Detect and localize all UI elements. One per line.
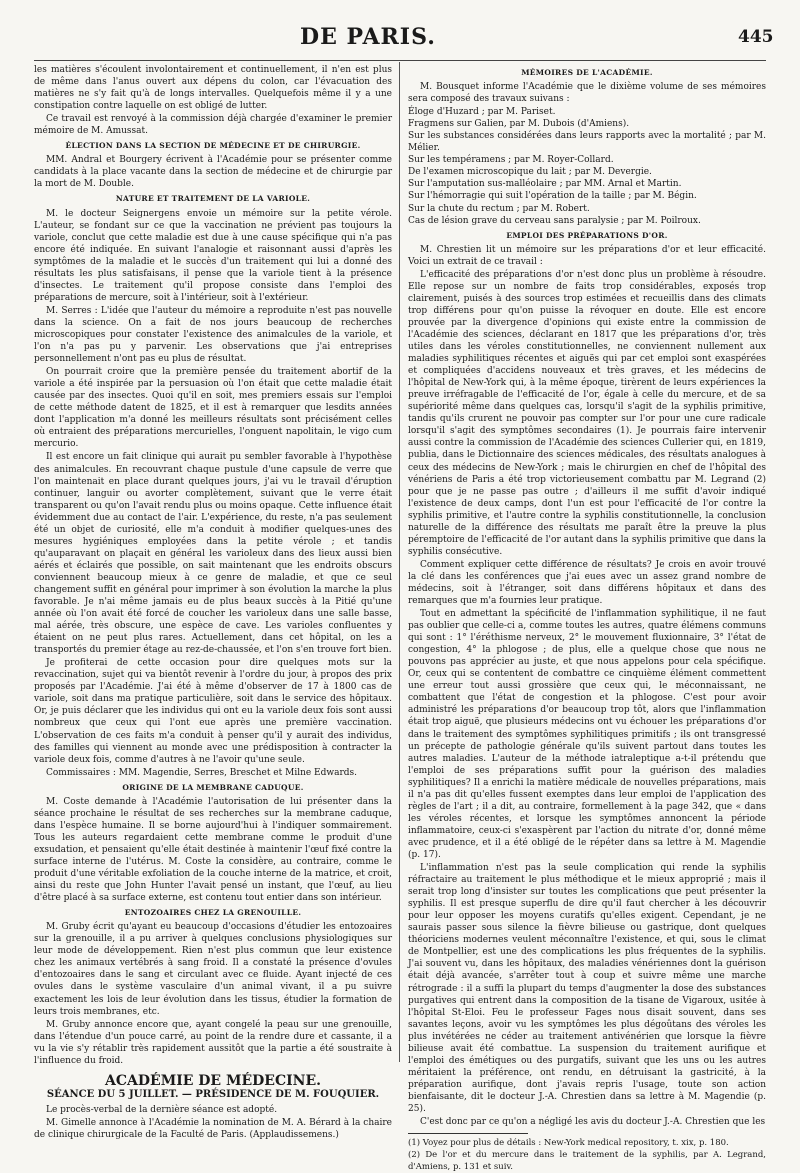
paragraph: M. Gruby annonce encore que, ayant congelé la peau sur une grenouille, dans l'étendue d'un pouce carré, au point de la rendre dure et cassante, il a vu la vie s'y rétablir très rapidement aussitôt que la partie a été soustraite à l'influence du froid. [34,1019,392,1066]
section-heading: ÉLECTION DANS LA SECTION DE MÉDECINE ET DE CHIRURGIE. [65,141,361,151]
section-heading: EMPLOI DES PRÉPARATIONS D'OR. [506,230,668,240]
running-header: DE PARIS. [300,24,436,50]
memoire-item: Sur l'amputation sus-malléolaire ; par MM. Arnal et Martin. [408,179,682,190]
paragraph: On pourrait croire que la première pensée du traitement abortif de la variole a été inspirée par la persuasion où l'on était que cette maladie était causée par des insectes. Quoi qu'il en soit, mes premiers essais sur l'emploi de cette méthode datent de 1825, et il est à remarquer que lesdits années dont l'application m'a donné les meilleurs résultats sont précisément celles où entraient des préparations mercurielles, l'onguent napolitain, le vigo cum mercurio. [34,367,392,450]
paragraph: M. Chrestien lit un mémoire sur les préparations d'or et leur efficacité. Voici un extrait de ce travail : [408,244,766,267]
session-heading: SÉANCE DU 5 JUILLET. — PRÉSIDENCE DE M. FOUQUIER. [46,1088,380,1100]
paragraph: M. Serres : L'idée que l'auteur du mémoire a reproduite n'est pas nouvelle dans la science. On a fait de nos jours beaucoup de recherches microscopiques pour constater l'existence des animalcules de la variole, et l'on n'a pas pu y parvenir. Les observations que j'ai entreprises personnellement n'ont pas eu plus de résultat. [34,305,392,365]
academy-heading: ACADÉMIE DE MÉDECINE. [105,1072,321,1089]
memoire-item: Sur les substances considérées dans leurs rapports avec la mortalité ; par M. Mélier. [408,131,766,154]
memoire-item: De l'examen microscopique du lait ; par M. Devergie. [408,167,652,178]
paragraph: Tout en admettant la spécificité de l'inflammation syphilitique, il ne faut pas oublier que celle-ci a, comme toutes les autres, quatre élémens communs qui sont : 1° l'éréthisme nerveux, 2° le mouvement fluxionnaire, 3° l'état de congestion, 4° la phlogose ; de plus, elle a quelque chose que nous ne pouvons pas apprécier au juste, et que nous appelons pour cela spécifique. Or, ceux qui se contentent de combattre ce cinquième élément commettent une erreur tout aussi grossière que ceux qui, le méconnaissant, ne combattent que l'état de congestion et la phlogose. C'est pour avoir administré les préparations d'or beaucoup trop tôt, alors que l'inflammation était trop aiguë, que plusieurs médecins ont vu échouer les préparations d'or dans le traitement des symptômes syphilitiques primitifs ; ils ont transgressé un précepte de pathologie générale qu'ils suivent partout dans toutes les autres maladies. L'auteur de la méthode iatraleptique a-t-il prétendu que l'emploi de ses préparations suffit pour la guérison des maladies syphilitiques? Il a enrichi la matière médicale de nouvelles préparations, mais il n'a pas dit qu'elles fussent exemptes dans leur emploi de l'application des règles de l'art ; il a dit, au contraire, formellement à la page 342, que « dans les véroles récentes, et lorsque les symptômes annoncent la période inflammatoire, ceux-ci s'exaspèrent par l'action du nitrate d'or, donné même avec prudence, et il a été obligé de le répéter dans sa lettre à M. Magendie (p. 17). [408,609,766,860]
paragraph: L'efficacité des préparations d'or n'est donc plus un problème à résoudre. Elle repose sur un nombre de faits trop considérables, exposés trop clairement, puisés à des sources trop estimées et recueillis dans des climats trop différens pour qu'on puisse la révoquer en doute. Elle est encore prouvée par la divergence d'opinions qui existe entre la commission de l'Académie des sciences, déclarant en 1817 que les préparations d'or, très utiles dans les véroles constitutionnelles, ne conviennent nullement aux maladies syphilitiques récentes et aiguës qui par cet emploi sont exaspérées et compliquées d'accidens nouveaux et très graves, et les médecins de l'hôpital de New-York qui, à la même époque, tirèrent de leurs expériences la preuve irréfragable de l'efficacité de l'or, égale à celle du mercure, et de sa supériorité même dans quelques cas, lorsqu'il s'agit de la syphilis primitive, tandis qu'ils crurent ne pouvoir pas compter sur l'or pour une cure radicale lorsqu'il s'agit des symptômes secondaires (1). Je pourrais faire intervenir aussi contre la commission de l'Académie des sciences Cullerier qui, en 1819, publia, dans le Dictionnaire des sciences médicales, des résultats analogues à ceux des médecins de New-York ; mais le chirurgien en chef de l'hôpital des vénériens de Paris a été trop victorieusement combattu par M. Legrand (2) pour que je ne passe pas outre ; d'ailleurs il me suffit d'avoir indiqué l'existence de deux camps, dont l'un est pour l'efficacité de l'or contre la syphilis primitive, et l'autre contre la syphilis constitutionnelle, la conclusion naturelle de la différence des résultats me paraît être la preuve la plus péremptoire de l'efficacité de l'or autant dans la syphilis primitive que dans la syphilis consécutive. [408,269,766,557]
footnote: (2) De l'or et du mercure dans le traitement de la syphilis, par A. Legrand, d'Amiens, p. 131 et suiv. [408,1150,766,1173]
paragraph: Ce travail est renvoyé à la commission déjà chargée d'examiner le premier mémoire de M. Amussat. [34,114,392,137]
footnote: (1) Voyez pour plus de détails : New-York medical repository, t. xix, p. 180. [408,1138,729,1149]
memoire-item: Fragmens sur Galien, par M. Dubois (d'Amiens). [408,119,630,130]
section-heading: MÉMOIRES DE L'ACADÉMIE. [521,68,653,77]
paragraph: M. le docteur Seignergens envoie un mémoire sur la petite vérole. L'auteur, se fondant sur ce que la vaccination ne prévient pas toujours la variole, conclut que cette maladie est due à une cause spécifique qui n'a pas encore été indiquée. En suivant l'analogie et raisonnant aussi d'après les symptômes de la maladie et le succès d'un traitement qui lui a donné des résultats les plus satisfaisans, il pense que la variole tient à la présence d'insectes. Le traitement qu'il propose consiste dans l'emploi des préparations de mercure, soit à l'intérieur, soit à l'extérieur. [34,208,392,303]
header-rule [34,60,766,61]
paragraph: C'est donc par ce qu'on a négligé les avis du docteur J.-A. Chrestien que les [420,1117,766,1128]
memoire-item: Cas de lésion grave du cerveau sans paralysie ; par M. Poilroux. [408,215,701,226]
memoire-item: Sur la chute du rectum ; par M. Robert. [408,203,590,214]
paragraph: Commissaires : MM. Magendie, Serres, Breschet et Milne Edwards. [46,767,358,778]
paragraph: Il est encore un fait clinique qui aurait pu sembler favorable à l'hypothèse des animalcules. En recouvrant chaque pustule d'une capsule de verre que l'on maintenait en place durant quelques jours, j'ai vu le travail d'éruption continuer, languir ou avorter complètement, suivant que le verre était transparent ou qu'on l'avait rendu plus ou moins opaque. Cette influence était évidemment due au contact de l'air. L'expérience, du reste, n'a pas seulement été un objet de curiosité, elle m'a conduit à modifier quelques-unes des mesures hygiéniques employées dans la petite vérole ; et tandis qu'auparavant on plaçait en général les varioleux dans des lieux aussi bien aérés et éclairés que possible, on sait maintenant que les endroits obscurs conviennent beaucoup mieux à ce genre de maladie, et que ce seul changement suffit en général pour imprimer à son évolution la marche la plus favorable. Je n'ai même jamais eu de plus beaux succès à la Pitié qu'une année où l'on avait été forcé de coucher les varioleux dans une salle basse, mal aérée, très obscure, une espèce de cave. Les varioles confluentes y étaient on ne peut plus rares. Actuellement, dans cet hôpital, on les a transportés du premier étage au rez-de-chaussée, et l'on s'en trouve fort bien. [34,452,392,656]
paragraph: M. Gruby écrit qu'ayant eu beaucoup d'occasions d'étudier les entozoaires sur la grenouille, il a pu arriver à quelques conclusions physiologiques sur leur mode de développement. Rien n'est plus commun que leur existence chez les animaux vertébrés à sang froid. Il a constaté la présence d'ovules d'entozoaires dans le sang et circulant avec ce fluide. Ayant injecté de ces ovules dans le système vasculaire d'un animal vivant, il a pu suivre exactement les lois de leur évolution dans les tissus, étudier la formation de leurs trois membranes, etc. [34,922,392,1017]
right-column [408,64,766,1173]
section-heading: NATURE ET TRAITEMENT DE LA VARIOLE. [115,194,311,204]
section-heading: ENTOZOAIRES CHEZ LA GRENOUILLE. [124,908,302,918]
footnote-rule [408,1133,528,1134]
paragraph: les matières s'écoulent involontairement et continuellement, il n'en est plus de même dans l'anus ouvert aux dépens du colon, car l'évacuation des matières ne s'y fait qu'à de longs intervalles. Quelquefois même il y a une constipation contre laquelle on est obligé de lutter. [34,65,392,112]
paragraph: Le procès-verbal de la dernière séance est adopté. [46,1104,278,1115]
paragraph: Je profiterai de cette occasion pour dire quelques mots sur la revaccination, sujet qui va bientôt revenir à l'ordre du jour, à propos des prix proposés par l'Académie. J'ai été à même d'observer de 17 à 1800 cas de variole, soit dans ma pratique particulière, soit dans le service des hôpitaux. Or, je puis déclarer que les individus qui ont eu la variole deux fois sont aussi nombreux que ceux qui l'ont eue après une première vaccination. L'observation de ces faits m'a conduit à penser qu'il y aurait des individus, des familles qui viennent au monde avec une prédisposition à contracter la variole deux fois, comme d'autres à ne l'avoir qu'une seule. [34,658,392,765]
paragraph: L'inflammation n'est pas la seule complication qui rende la syphilis réfractaire au traitement le plus méthodique et le mieux approprié ; mais il serait trop long d'insister sur toutes les complications que peut présenter la syphilis. Il est presque superflu de dire qu'il faut chercher à les découvrir pour leur opposer les moyens curatifs qu'elles exigent. Cependant, je ne saurais passer sous silence la fièvre bilieuse ou gastrique, dont quelques théoriciens modernes veulent méconnaître l'existence, et qui, sous le climat de Montpellier, est une des complications les plus fréquentes de la syphilis. J'ai souvent vu, dans les hôpitaux, des maladies vénériennes dont la guérison était déjà avancée, s'arrêter tout à coup et suivre même une marche rétrograde : il a suffi la plupart du temps d'augmenter la dose des substances purgatives qui entrent dans la composition de la tisane de Vigaroux, usitée à l'hôpital St-Eloi. Feu le professeur Fages nous disait souvent, dans ses savantes leçons, avoir vu les symptômes les plus dégoûtans des véroles les plus invétérées ne céder au traitement antivénérien que lorsque la fièvre bilieuse avait été combattue. La suspension du traitement aurifique et l'emploi des émétiques ou des purgatifs, suivant que les uns ou les autres méritaient la préférence, ont rendu, en détruisant la gastricité, à la préparation aurifique, dont j'avais repris l'usage, toute son action bienfaisante, dit le docteur J.-A. Chrestien dans sa lettre à M. Magendie (p. 25). [408,863,766,1114]
section-heading: ORIGINE DE LA MEMBRANE CADUQUE. [122,782,304,792]
column-divider [399,62,400,1062]
paragraph: MM. Andral et Bourgery écrivent à l'Académie pour se présenter comme candidats à la place vacante dans la section de médecine et de chirurgie par la mort de M. Double. [34,155,392,190]
left-column [34,64,392,1140]
paragraph: M. Gimelle annonce à l'Académie la nomination de M. A. Bérard à la chaire de clinique chirurgicale de la Faculté de Paris. (Applaudissemens.) [34,1117,392,1140]
memoire-item: Sur l'hémorragie qui suit l'opération de la taille ; par M. Bégin. [408,191,697,202]
memoire-item: Éloge d'Huzard ; par M. Pariset. [408,107,556,118]
memoire-item: Sur les tempéramens ; par M. Royer-Collard. [408,155,614,166]
paragraph: M. Coste demande à l'Académie l'autorisation de lui présenter dans la séance prochaine le résultat de ses recherches sur la membrane caduque, dans l'espèce humaine. Il se borne aujourd'hui à l'indiquer sommairement. Tous les auteurs regardaient cette membrane comme le produit d'une exsudation, et pensaient qu'elle était destinée à maintenir l'œuf fixé contre la surface interne de l'utérus. M. Coste la considère, au contraire, comme le produit d'une véritable exfoliation de la couche interne de la matrice, et croit, ainsi du reste que John Hunter l'avait pensé un instant, que l'œuf, au lieu d'être placé à sa surface externe, est contenu tout entier dans son intérieur. [34,796,392,904]
paragraph: M. Bousquet informe l'Académie que le dixième volume de ses mémoires sera composé des travaux suivans : [408,82,766,105]
page-number: 445 [738,27,774,47]
paragraph: Comment expliquer cette différence de résultats? Je crois en avoir trouvé la clé dans les conférences que j'ai eues avec un assez grand nombre de médecins, soit à l'étranger, soit dans différens hôpitaux et dans des remarques que m'a fournies leur pratique. [408,559,766,607]
